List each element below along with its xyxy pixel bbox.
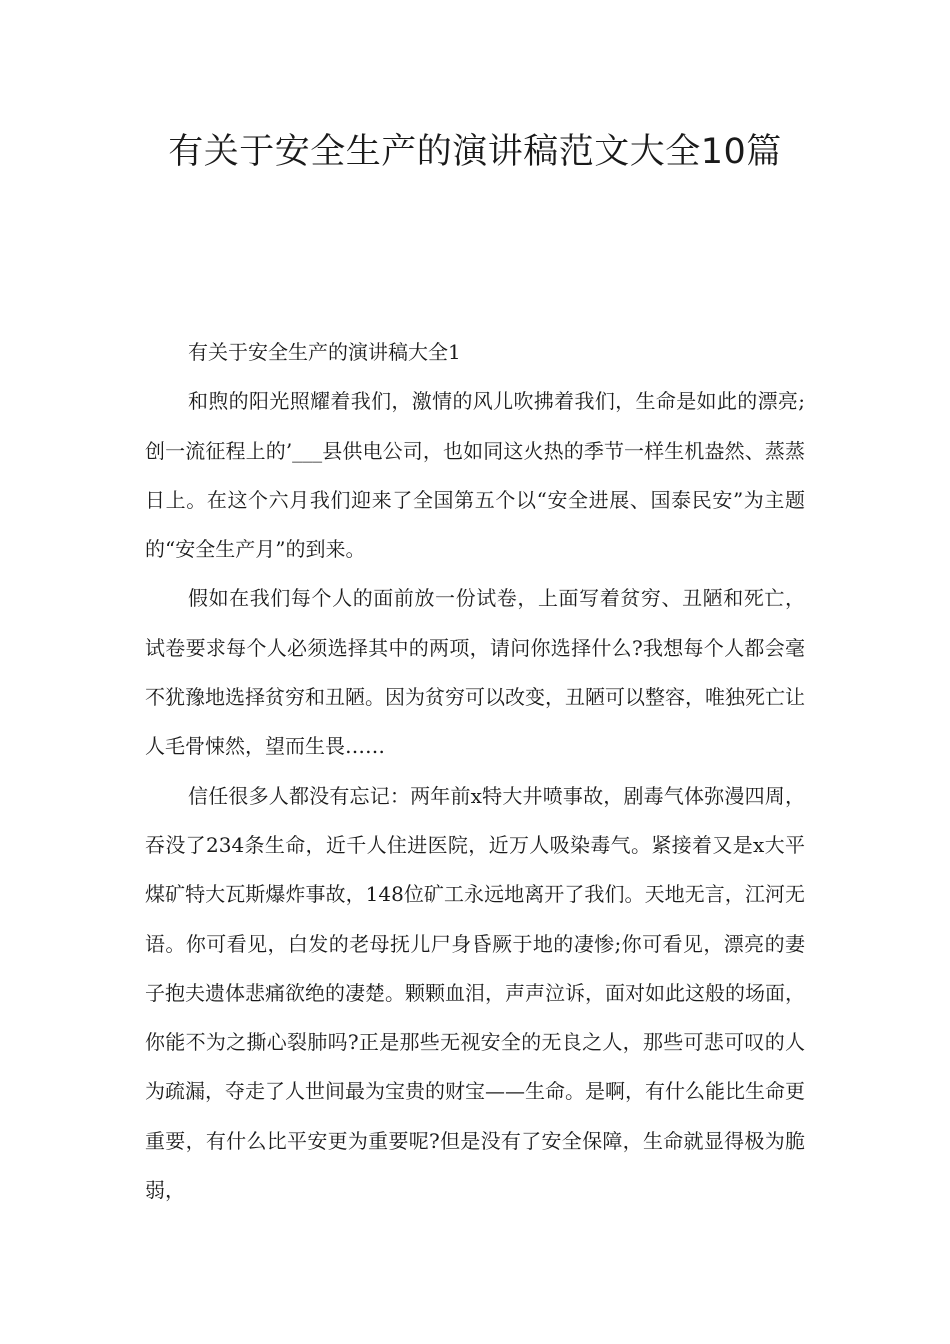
paragraph-1: 和煦的阳光照耀着我们，激情的风儿吹拂着我们，生命是如此的漂亮;创一流征程上的’___县供电公司，也如同这火热的季节一样生机盎然、蒸蒸日上。在这个六月我们迎来了全国第五个以“安全进展、国泰民安”为主题的“安全生产月”的到来。 xyxy=(145,389,805,562)
section-heading: 有关于安全生产的演讲稿大全1 xyxy=(188,340,461,364)
paragraph-3: 信任很多人都没有忘记：两年前x特大井喷事故，剧毒气体弥漫四周，吞没了234条生命，近千人住进医院，近万人吸染毒气。紧接着又是x大平煤矿特大瓦斯爆炸事故，148位矿工永远地离开了我们。天地无言，江河无语。你可看见，白发的老母抚儿尸身昏厥于地的凄惨;你可看见，漂亮的妻子抱夫遗体悲痛欲绝的凄楚。颗颗血泪，声声泣诉，面对如此这般的场面，你能不为之撕心裂肺吗?正是那些无视安全的无良之人，那些可悲可叹的人为疏漏，夺走了人世间最为宝贵的财宝——生命。是啊，有什么能比生命更重要，有什么比平安更为重要呢?但是没有了安全保障，生命就显得极为脆弱， xyxy=(145,783,805,1203)
document-title: 有关于安全生产的演讲稿范文大全10篇 xyxy=(168,132,782,172)
document-body xyxy=(145,328,805,1215)
paragraph-2: 假如在我们每个人的面前放一份试卷，上面写着贫穷、丑陋和死亡，试卷要求每个人必须选择其中的两项，请问你选择什么?我想每个人都会毫不犹豫地选择贫穷和丑陋。因为贫穷可以改变，丑陋可以整容，唯独死亡让人毛骨悚然，望而生畏…… xyxy=(145,586,805,759)
